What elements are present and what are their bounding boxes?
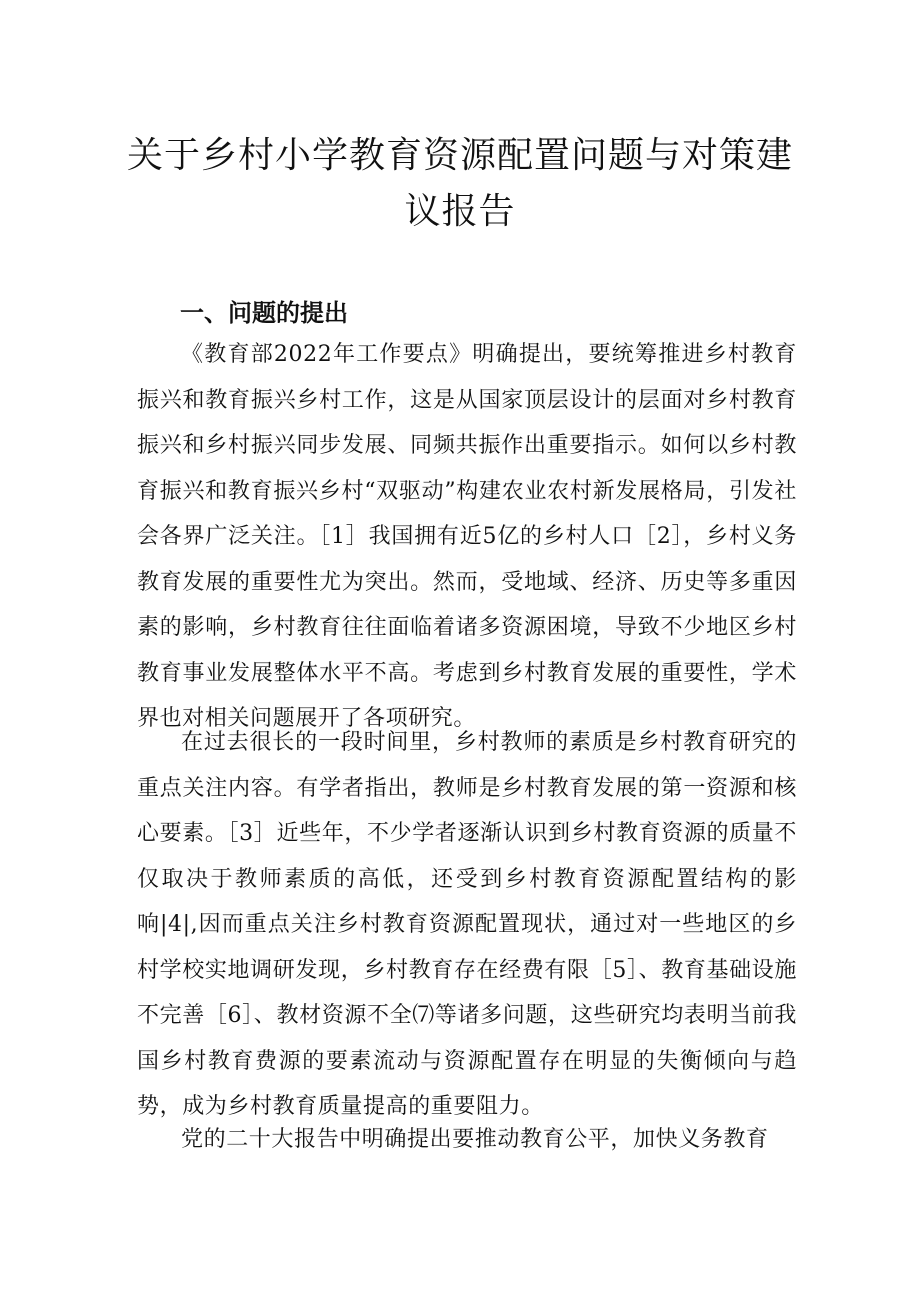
paragraph-3: 党的二十大报告中明确提出要推动教育公平，加快义务教育 <box>181 1127 769 1152</box>
document-title-line-2: 议报告 <box>404 191 516 232</box>
paragraph-2: 在过去很长的一段时间里，乡村教师的素质是乡村教育研究的重点关注内容。有学者指出，教师是乡村教育发展的第一资源和核心要素。［3］近些年，不少学者逐渐认识到乡村教育资源的质量不仅取决于教师素质的高低，还受到乡村教育资源配置结构的影响|4|,因而重点关注乡村教育资源配置现状，通过对一些地区的乡村学校实地调研发现，乡村教育存在经费有限［5］、教育基础设施不完善［6］、教材资源不全⑺等诸多问题，这些研究均表明当前我国乡村教育费源的要素流动与资源配置存在明显的失衡倾向与趋势，成为乡村教育质量提高的重要阻力。 <box>137 730 797 1119</box>
document-title-line-1: 关于乡村小学教育资源配置问题与对策建 <box>126 135 793 176</box>
section-heading: 一、问题的提出 <box>180 299 348 327</box>
paragraph-1: 《教育部2022年工作要点》明确提出，要统筹推进乡村教育振兴和教育振兴乡村工作，这是从国家顶层设计的层面对乡村教育振兴和乡村振兴同步发展、同频共振作出重要指示。如何以乡村教育振兴和教育振兴乡村“双驱动”构建农业农村新发展格局，引发社会各界广泛关注。［1］我国拥有近5亿的乡村人口［2］，乡村义务教育发展的重要性尤为突出。然而，受地域、经济、历史等多重因素的影响，乡村教育往往面临着诸多资源困境，导致不少地区乡村教育事业发展整体水平不高。考虑到乡村教育发展的重要性，学术界也对相关问题展开了各项研究。 <box>137 342 797 731</box>
